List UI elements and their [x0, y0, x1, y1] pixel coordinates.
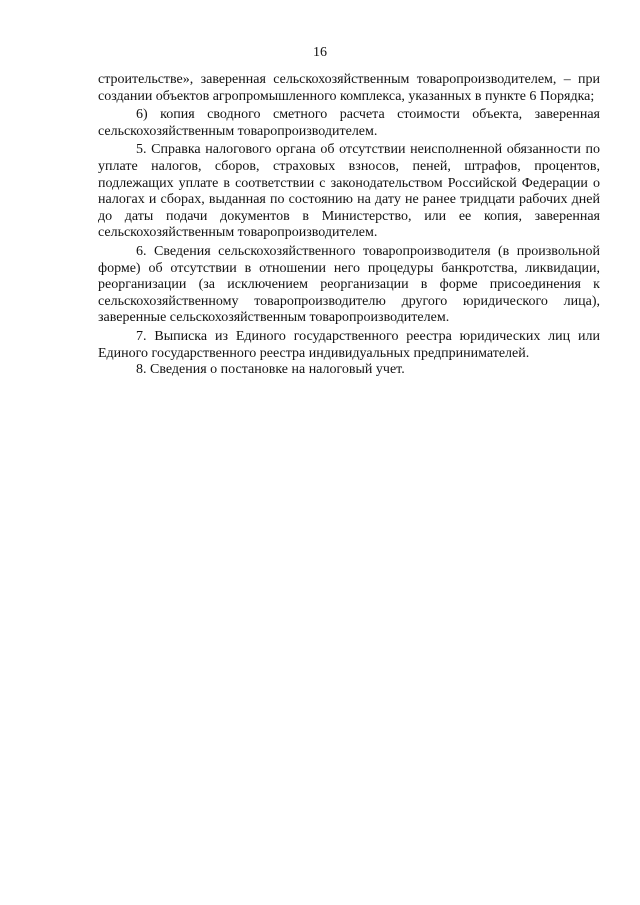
paragraph-item-5-tax-certificate: 5. Справка налогового органа об отсутствии неисполненной обязанности по уплате налогов, сборов, страховых взносов, пеней, штрафов, процентов, подлежащих уплате в соответствии с законодательством Российской Федерации о налогах и сборах, выданная по состоянию на дату не ранее тридцати рабочих дней до даты подачи документов в Министерство, или ее копия, заверенная сельскохозяйственным товаропроизводителем.: [98, 142, 600, 241]
paragraph-item-6-bankruptcy-info: 6. Сведения сельскохозяйственного товаропроизводителя (в произвольной форме) об отсутствии в отношении него процедуры банкротства, ликвидации, реорганизации (за исключением реорганизации в форме присоединения к сельскохозяйственному товаропроизводителю другого юридического лица), заверенные сельскохозяйственным товаропроизводителем.: [98, 243, 600, 326]
document-body: [98, 72, 600, 379]
paragraph-item-7-registry-extract: 7. Выписка из Единого государственного реестра юридических лиц или Единого государственного реестра индивидуальных предпринимателей.: [98, 328, 600, 361]
page-number: 16: [313, 45, 327, 60]
paragraph-item-6-copy-estimate: 6) копия сводного сметного расчета стоимости объекта, заверенная сельскохозяйственным товаропроизводителем.: [98, 107, 600, 139]
paragraph-continuation: строительстве», заверенная сельскохозяйственным товаропроизводителем, – при создании объектов агропромышленного комплекса, указанных в пункте 6 Порядка;: [98, 72, 600, 104]
paragraph-item-8-tax-registration: 8. Сведения о постановке на налоговый учет.: [136, 362, 405, 378]
